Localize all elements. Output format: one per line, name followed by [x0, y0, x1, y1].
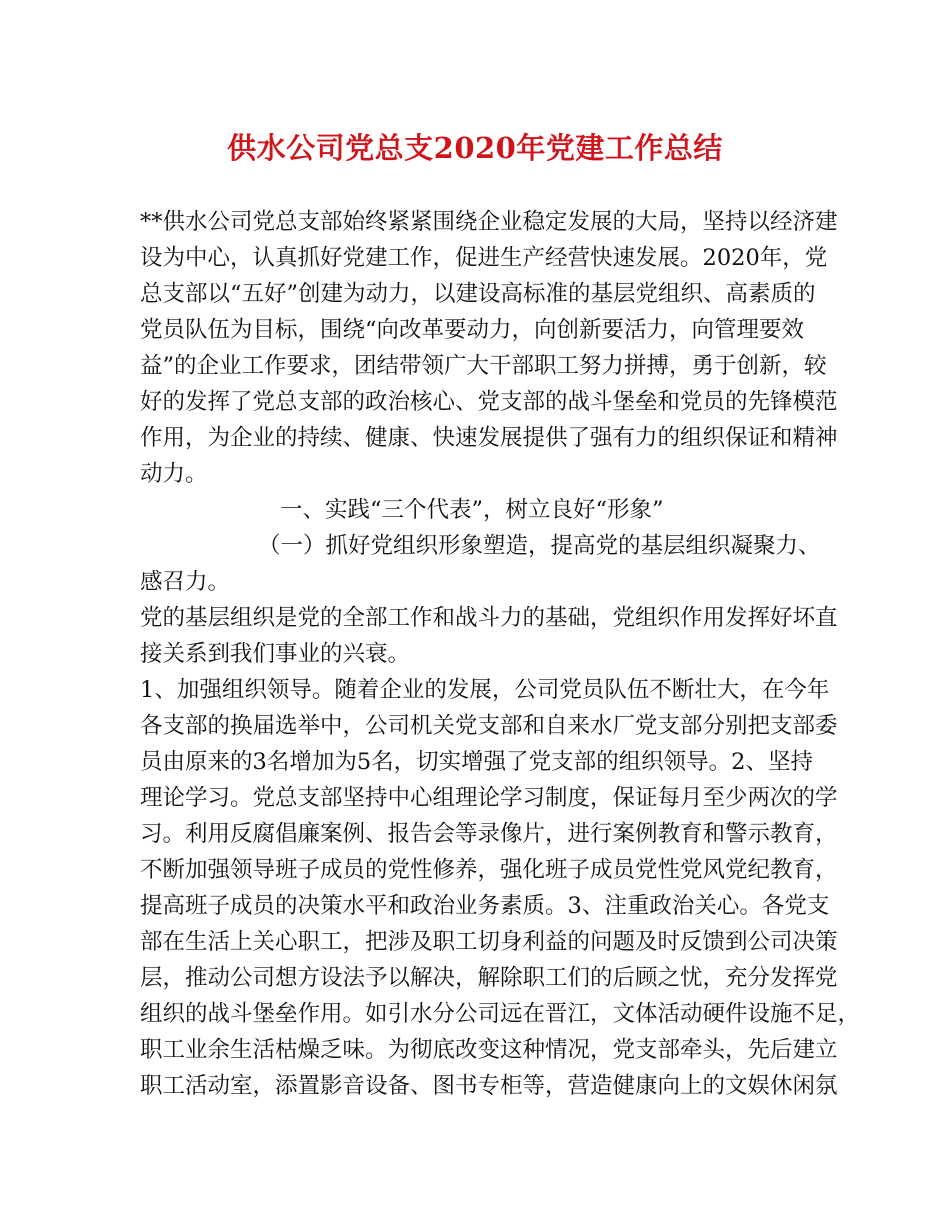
- body-line-18: 习。利用反腐倡廉案例、报告会等录像片，进行案例教育和警示教育，: [140, 821, 838, 847]
- body-line-12: 党的基层组织是党的全部工作和战斗力的基础，党组织作用发挥好坏直: [140, 605, 838, 631]
- subsection-heading-1: （一）抓好党组织形象塑造，提高党的基层组织凝聚力、: [258, 533, 821, 559]
- body-line-16: 员由原来的3名增加为5名，切实增强了党支部的组织领导。2、坚持: [140, 749, 813, 775]
- body-line-24: 职工业余生活枯燥乏味。为彻底改变这种情况，党支部牵头，先后建立: [140, 1037, 838, 1063]
- body-line-1: **供水公司党总支部始终紧紧围绕企业稳定发展的大局，坚持以经济建: [140, 209, 838, 235]
- body-line-8: 动力。: [140, 461, 208, 487]
- body-line-22: 层，推动公司想方设法予以解决，解除职工们的后顾之忧，充分发挥党: [140, 965, 838, 991]
- section-heading-1: 一、实践“三个代表”，树立良好“形象”: [280, 497, 664, 523]
- body-line-7: 作用，为企业的持续、健康、快速发展提供了强有力的组织保证和精神: [140, 425, 838, 451]
- body-line-3: 总支部以“五好”创建为动力，以建设高标准的基层党组织、高素质的: [140, 281, 816, 307]
- body-line-5: 益”的企业工作要求，团结带领广大干部职工努力拼搏，勇于创新，较: [140, 353, 827, 379]
- body-line-15: 各支部的换届选举中，公司机关党支部和自来水厂党支部分别把支部委: [140, 713, 838, 739]
- body-line-14: 1、加强组织领导。随着企业的发展，公司党员队伍不断壮大，在今年: [140, 677, 830, 703]
- body-line-4: 党员队伍为目标，围绕“向改革要动力，向创新要活力，向管理要效: [140, 317, 805, 343]
- body-line-23: 组织的战斗堡垒作用。如引水分公司远在晋江，文体活动硬件设施不足，: [140, 1001, 861, 1027]
- document-title: 供水公司党总支2020年党建工作总结: [227, 131, 723, 165]
- body-line-25: 职工活动室，添置影音设备、图书专柜等，营造健康向上的文娱休闲氛: [140, 1073, 838, 1099]
- body-line-13: 接关系到我们事业的兴衰。: [140, 641, 411, 667]
- body-line-20: 提高班子成员的决策水平和政治业务素质。3、注重政治关心。各党支: [140, 893, 830, 919]
- subsection-heading-1-cont: 感召力。: [140, 569, 231, 595]
- body-line-17: 理论学习。党总支部坚持中心组理论学习制度，保证每月至少两次的学: [140, 785, 838, 811]
- body-line-21: 部在生活上关心职工，把涉及职工切身利益的问题及时反馈到公司决策: [140, 929, 838, 955]
- body-line-6: 好的发挥了党总支部的政治核心、党支部的战斗堡垒和党员的先锋模范: [140, 389, 838, 415]
- body-line-2: 设为中心，认真抓好党建工作，促进生产经营快速发展。2020年，党: [140, 245, 828, 271]
- body-line-19: 不断加强领导班子成员的党性修养，强化班子成员党性党风党纪教育，: [140, 857, 838, 883]
